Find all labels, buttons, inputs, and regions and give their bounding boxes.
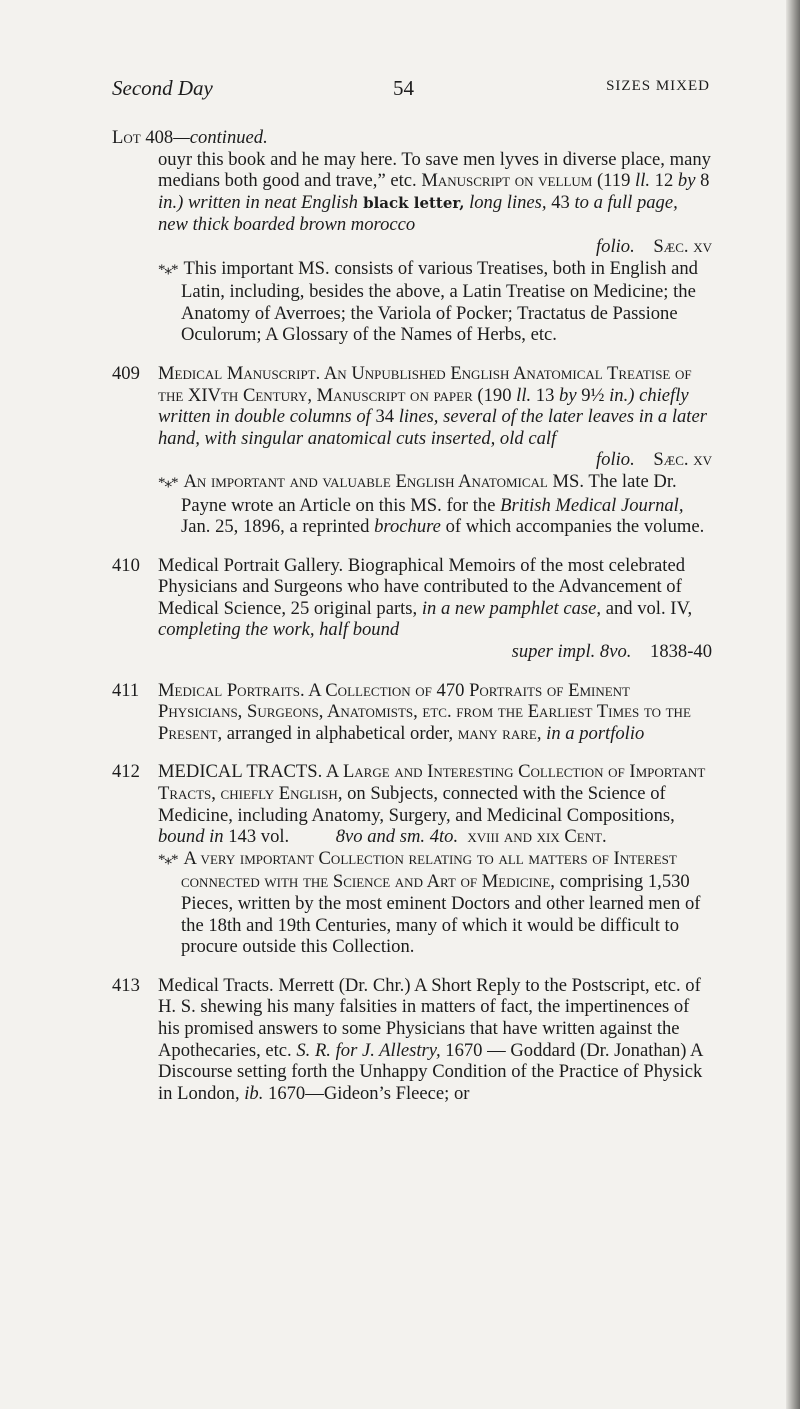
lot-number: 409 (112, 362, 140, 384)
lot-number: 411 (112, 679, 140, 701)
day-label: Second Day (112, 76, 213, 100)
lot-411 (112, 680, 712, 745)
page-edge-shadow (786, 0, 800, 1409)
section-label: SIZES MIXED (606, 78, 710, 94)
lot-412 (112, 761, 712, 957)
catalogue-body (112, 127, 712, 1104)
lot-409-description: Medical Manuscript. An Unpublished English Anatomical Treatise of the XIVth Century, Manuscript on paper (190 ll. 13 by 9½ in.) chiefly written in double columns of 34 lines, several of the later leaves in a later hand, with singular anatomical cuts inserted, old calf (158, 362, 707, 449)
lot-number: 412 (112, 761, 140, 783)
lot-408-note: *⁎* This important MS. consists of various Treatises, both in English and Latin, including, besides the above, a Latin Treatise on Medicine; the Anatomy of Averroes; the Variola of Pocker; Tractatus de Passione Oculorum; A Glossary of the Names of Herbs, etc. (158, 257, 698, 346)
lot-408-format-line: folio. Sæc. xv (596, 235, 712, 257)
lot-410-description: Medical Portrait Gallery. Biographical Memoirs of the most celebrated Physicians and Surgeons who have contributed to the Advancement of Medical Science, 25 original parts, in a new pamphlet case, and vol. IV, completing the work, half bound (158, 554, 693, 641)
lot-409 (112, 363, 712, 538)
lot-408-description: ouyr this book and he may here. To save men lyves in diverse place, many medians both good and trave,” etc. Manuscript on vellum (119 ll. 12 by 8 in.) written in neat English black letter, long lines, 43 to a full page, new thick boarded brown morocco (158, 148, 711, 236)
lot-409-note: *⁎* An important and valuable English Anatomical MS. The late Dr. Payne wrote an Article on this MS. for the British Medical Journal, Jan. 25, 1896, a reprinted brochure of which accompanies the volume. (158, 470, 705, 538)
lot-408-heading: Lot 408—continued. (112, 127, 268, 148)
running-head (112, 76, 710, 106)
lot-408 (112, 127, 712, 346)
asterism-icon: *⁎* (158, 851, 178, 868)
asterism-icon: *⁎* (158, 474, 178, 491)
lot-411-description: Medical Portraits. A Collection of 470 Portraits of Eminent Physicians, Surgeons, Anatomists, etc. from the Earliest Times to the Present, arranged in alphabetical order, many rare, in a portfolio (158, 679, 691, 744)
lot-410 (112, 555, 712, 663)
lot-413 (112, 975, 712, 1105)
lot-413-description: Medical Tracts. Merrett (Dr. Chr.) A Short Reply to the Postscript, etc. of H. S. shewing his many falsities in matters of fact, the impertinences of his promised answers to some Physicians that have written against the Apothecaries, etc. S. R. for J. Allestry, 1670 — Goddard (Dr. Jonathan) A Discourse setting forth the Unhappy Condition of the Practice of Physick in London, ib. 1670—Gideon’s Fleece; or (158, 974, 703, 1104)
lot-410-format-line: super impl. 8vo. 1838-40 (511, 641, 712, 663)
lot-412-note: *⁎* A very important Collection relating to all matters of Interest connected with the Science and Art of Medicine, comprising 1,530 Pieces, written by the most eminent Doctors and other learned men of the 18th and 19th Centuries, many of which it would be difficult to procure outside this Collection. (158, 847, 701, 958)
lot-number: 413 (112, 974, 140, 996)
lot-409-format-line: folio. Sæc. xv (596, 449, 712, 471)
page-number: 54 (393, 76, 414, 100)
asterism-icon: *⁎* (158, 261, 178, 278)
lot-number: 410 (112, 554, 140, 576)
lot-412-description: MEDICAL TRACTS. A Large and Interesting Collection of Important Tracts, chiefly English, on Subjects, connected with the Science of Medicine, including Anatomy, Surgery, and Medicinal Compositions, bound in 143 vol. 8vo and sm. 4to. xviii and xix Cent. (158, 761, 706, 848)
